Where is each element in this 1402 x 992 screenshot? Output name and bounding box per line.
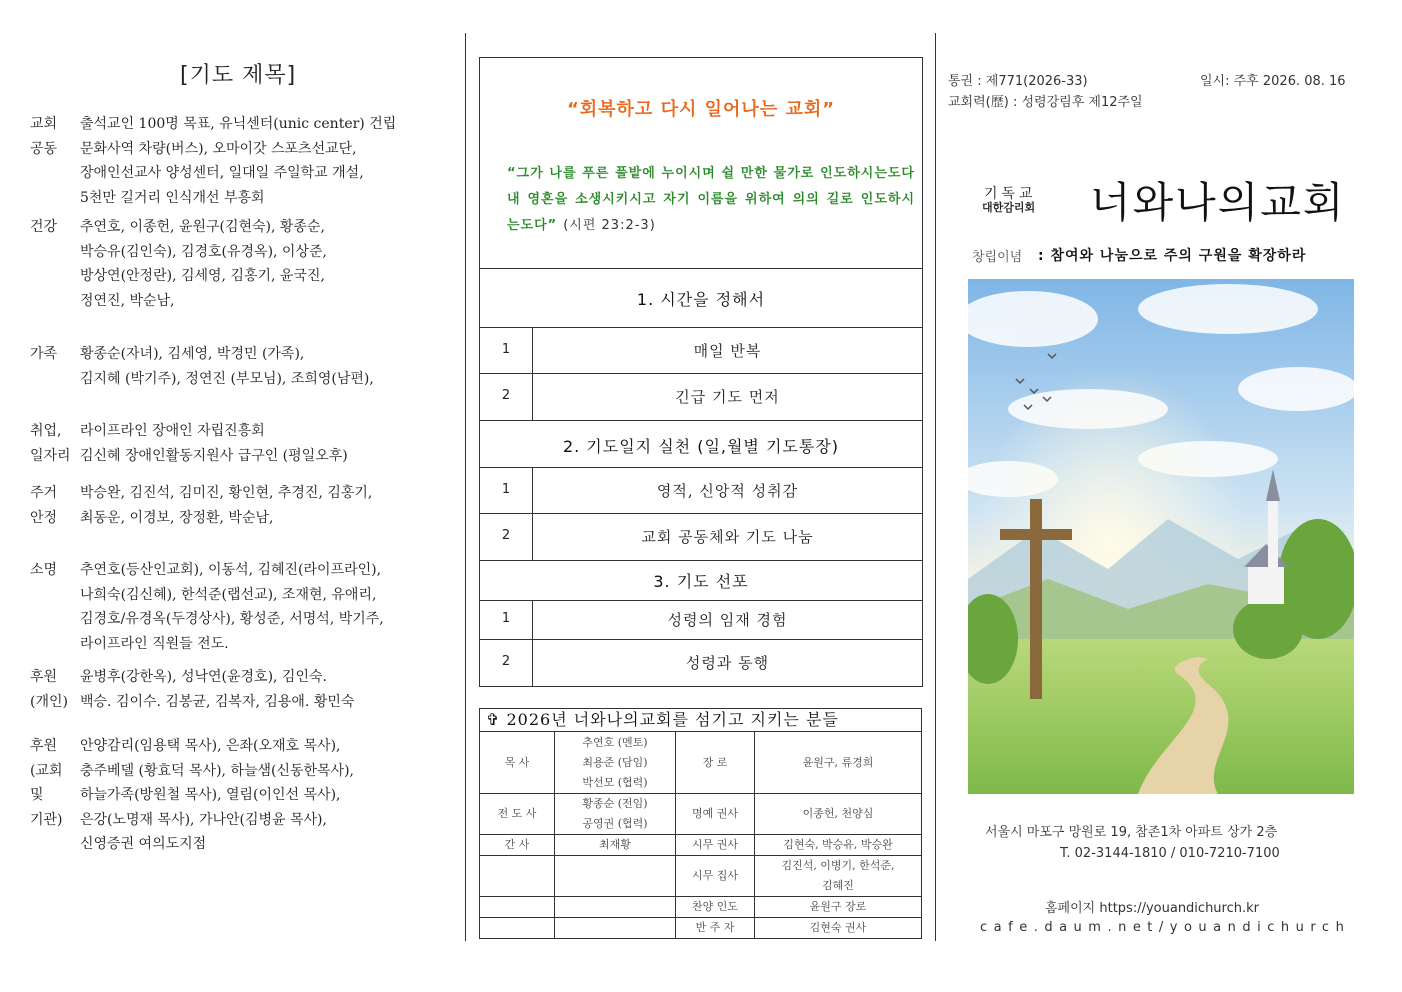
verse-reference: (시편 23:2-3) <box>563 218 656 233</box>
column-divider <box>465 33 466 941</box>
section-label: (개인) <box>30 693 68 710</box>
cover-illustration <box>968 279 1354 794</box>
section-label: 및 <box>30 787 44 803</box>
table-rule <box>480 467 922 468</box>
prayer-plan-box <box>479 57 923 687</box>
staff-names: 김현숙, 박승유, 박승완 <box>755 835 922 856</box>
prayer-line: 황종순(자녀), 김세영, 박경민 (가족), <box>80 346 305 362</box>
prayer-line: 김신혜 장애인활동지원사 급구인 (평일오후) <box>80 447 348 464</box>
staff-role: 시무 집사 <box>676 856 755 897</box>
staff-role: 장 로 <box>676 732 755 794</box>
denomination-top: 기독교 <box>984 186 1037 202</box>
staff-names: 이종헌, 천양심 <box>755 794 922 835</box>
staff-names <box>555 794 676 835</box>
row-number: 1 <box>501 482 511 497</box>
staff-role: 명예 권사 <box>676 794 755 835</box>
staff-names <box>755 856 922 897</box>
section-label: 일자리 <box>30 447 71 464</box>
prayer-line: 충주베델 (황효덕 목사), 하늘샘(신동한목사), <box>80 762 355 779</box>
row-text: 성령과 동행 <box>685 654 770 672</box>
staff-role: 간 사 <box>480 835 555 856</box>
bulletin-date: 일시: 주후 2026. 08. 16 <box>1200 74 1346 89</box>
staff-table <box>479 708 922 939</box>
church-motto: “회복하고 다시 일어나는 교회” <box>566 99 836 120</box>
founding-label: 창립이념 <box>972 250 1023 265</box>
prayer-line: 하늘가족(방원철 목사), 열림(이인선 목사), <box>80 787 341 803</box>
empty-cell <box>555 918 676 939</box>
prayer-line: 라이프라인 직원들 전도. <box>80 635 229 652</box>
staff-name: 김진석, 이병기, 한석준, <box>781 859 895 872</box>
staff-names <box>555 732 676 794</box>
prayer-line: 윤병후(강한옥), 성낙연(윤경호), 김인숙. <box>80 669 327 685</box>
row-number: 2 <box>501 654 511 669</box>
row-text: 영적, 신앙적 성취감 <box>656 482 799 500</box>
section-label: 취업, <box>30 423 62 439</box>
verse-text: “그가 나를 푸른 풀밭에 누이시며 쉴 만한 물가로 인도하시는도다 내 영혼을 소생시키시고 자기 이름을 위하여 의의 길로 인도하시는도다” <box>507 166 915 233</box>
prayer-line: 추연호(등산인교회), 이동석, 김혜진(라이프라인), <box>80 562 382 578</box>
staff-names: 최재황 <box>555 835 676 856</box>
section-label: 교회 <box>30 116 58 132</box>
prayer-line: 출석교인 100명 목표, 유닉센터(unic center) 건립 <box>80 116 397 132</box>
staff-name: 최용준 (담임) <box>582 755 648 769</box>
church-phone: T. 02-3144-1810 / 010-7210-7100 <box>1060 846 1280 861</box>
table-rule <box>480 268 922 269</box>
section-label: 가족 <box>30 346 58 362</box>
staff-names: 윤원구, 류경희 <box>755 732 922 794</box>
column-divider <box>935 33 936 941</box>
staff-names: 김현숙 권사 <box>755 918 922 939</box>
staff-name: 추연호 (멘토) <box>582 735 648 749</box>
section-label: 기관) <box>30 811 63 828</box>
section-label: 공동 <box>30 140 58 157</box>
prayer-line: 나희숙(김신혜), 한석준(랩선교), 조재현, 유애리, <box>80 586 377 603</box>
staff-role: 시무 권사 <box>676 835 755 856</box>
staff-name: 황종순 (전임) <box>582 797 648 810</box>
church-calendar: 교회력(歷) : 성령강림후 제12주일 <box>948 95 1143 110</box>
prayer-line: 은강(노명재 목사), 가나안(김병윤 목사), <box>80 811 327 828</box>
table-rule <box>480 420 922 421</box>
staff-name: 박선모 (협력) <box>582 775 648 789</box>
empty-cell <box>555 897 676 918</box>
staff-names: 윤원구 장로 <box>755 897 922 918</box>
prayer-line: 장애인선교사 양성센터, 일대일 주일학교 개설, <box>80 165 364 181</box>
scripture-verse <box>507 161 915 239</box>
row-number: 1 <box>501 611 511 626</box>
prayer-line: 신영증권 여의도지점 <box>80 836 207 852</box>
staff-name: 김혜진 <box>822 879 854 892</box>
row-number: 2 <box>501 388 511 403</box>
empty-cell <box>480 918 555 939</box>
prayer-line: 김경호/유경옥(두경상사), 황성준, 서명석, 박기주, <box>80 611 384 627</box>
section-label: 후원 <box>30 738 58 754</box>
empty-cell <box>555 856 676 897</box>
section-heading: 2. 기도일지 실천 (일,월별 기도통장) <box>562 437 840 456</box>
prayer-line: 방상연(안정란), 김세영, 김홍기, 윤국진, <box>80 268 325 284</box>
empty-cell <box>480 856 555 897</box>
row-text: 성령의 임재 경험 <box>667 611 788 629</box>
prayer-line: 추연호, 이종헌, 윤원구(김현숙), 황종순, <box>80 219 325 235</box>
prayer-line: 라이프라인 장애인 자립진흥회 <box>80 423 265 439</box>
prayer-line: 박승완, 김진석, 김미진, 황인현, 추경진, 김홍기, <box>80 485 373 501</box>
prayer-line: 안양감리(임용택 목사), 은좌(오재호 목사), <box>80 738 341 754</box>
prayer-line: 정연진, 박순남, <box>80 292 175 309</box>
section-label: 주거 <box>30 485 58 501</box>
section-label: 건강 <box>30 219 58 235</box>
prayer-line: 백승. 김이수. 김봉균, 김복자, 김용애. 황민숙 <box>80 693 355 710</box>
denomination-bottom: 대한감리회 <box>982 201 1036 214</box>
section-heading: 3. 기도 선포 <box>653 572 749 591</box>
section-label: 소명 <box>30 562 58 578</box>
staff-role: 목 사 <box>480 732 555 794</box>
church-name: 너와나의교회 <box>1090 178 1346 227</box>
church-homepage: 홈페이지 https://youandichurch.kr <box>1045 901 1259 916</box>
row-text: 매일 반복 <box>693 342 762 360</box>
staff-name: 공영권 (협력) <box>582 817 648 830</box>
prayer-line: 김지혜 (박기주), 정연진 (부모님), 조희영(남편), <box>80 370 374 387</box>
section-heading: 1. 시간을 정해서 <box>636 290 766 309</box>
church-cafe-url: cafe.daum.net/youandichurch <box>980 920 1351 935</box>
section-label: 안정 <box>30 509 58 526</box>
row-number: 1 <box>501 342 511 357</box>
staff-role: 찬양 인도 <box>676 897 755 918</box>
empty-cell <box>480 897 555 918</box>
table-rule <box>480 373 922 374</box>
prayer-line: 최동운, 이경보, 장정환, 박순남, <box>80 509 274 526</box>
bulletin-volume: 통권 : 제771(2026-33) <box>948 74 1088 89</box>
prayer-line: 5천만 길거리 인식개선 부흥회 <box>80 189 265 206</box>
row-text: 교회 공동체와 기도 나눔 <box>641 528 814 546</box>
section-label: (교회 <box>30 762 63 779</box>
table-rule <box>480 513 922 514</box>
table-rule <box>480 600 922 601</box>
table-rule <box>480 560 922 561</box>
cross-church-landscape-image <box>968 279 1354 794</box>
prayer-line: 박승유(김인숙), 김경호(유경옥), 이상준, <box>80 243 327 260</box>
table-rule <box>480 639 922 640</box>
staff-table-title: ✞ 2026년 너와나의교회를 섬기고 지키는 분들 <box>480 709 922 732</box>
table-rule <box>480 327 922 328</box>
founding-statement: : 참여와 나눔으로 주의 구원을 확장하라 <box>1038 248 1307 264</box>
staff-role: 반 주 자 <box>676 918 755 939</box>
staff-role: 전 도 사 <box>480 794 555 835</box>
church-address: 서울시 마포구 망원로 19, 참존1차 아파트 상가 2층 <box>985 825 1278 840</box>
row-number: 2 <box>501 528 511 543</box>
row-text: 긴급 기도 먼저 <box>675 388 780 406</box>
prayer-line: 문화사역 차량(버스), 오마이갓 스포츠선교단, <box>80 140 357 157</box>
section-label: 후원 <box>30 669 58 685</box>
prayer-title: [기도 제목] <box>180 63 297 88</box>
